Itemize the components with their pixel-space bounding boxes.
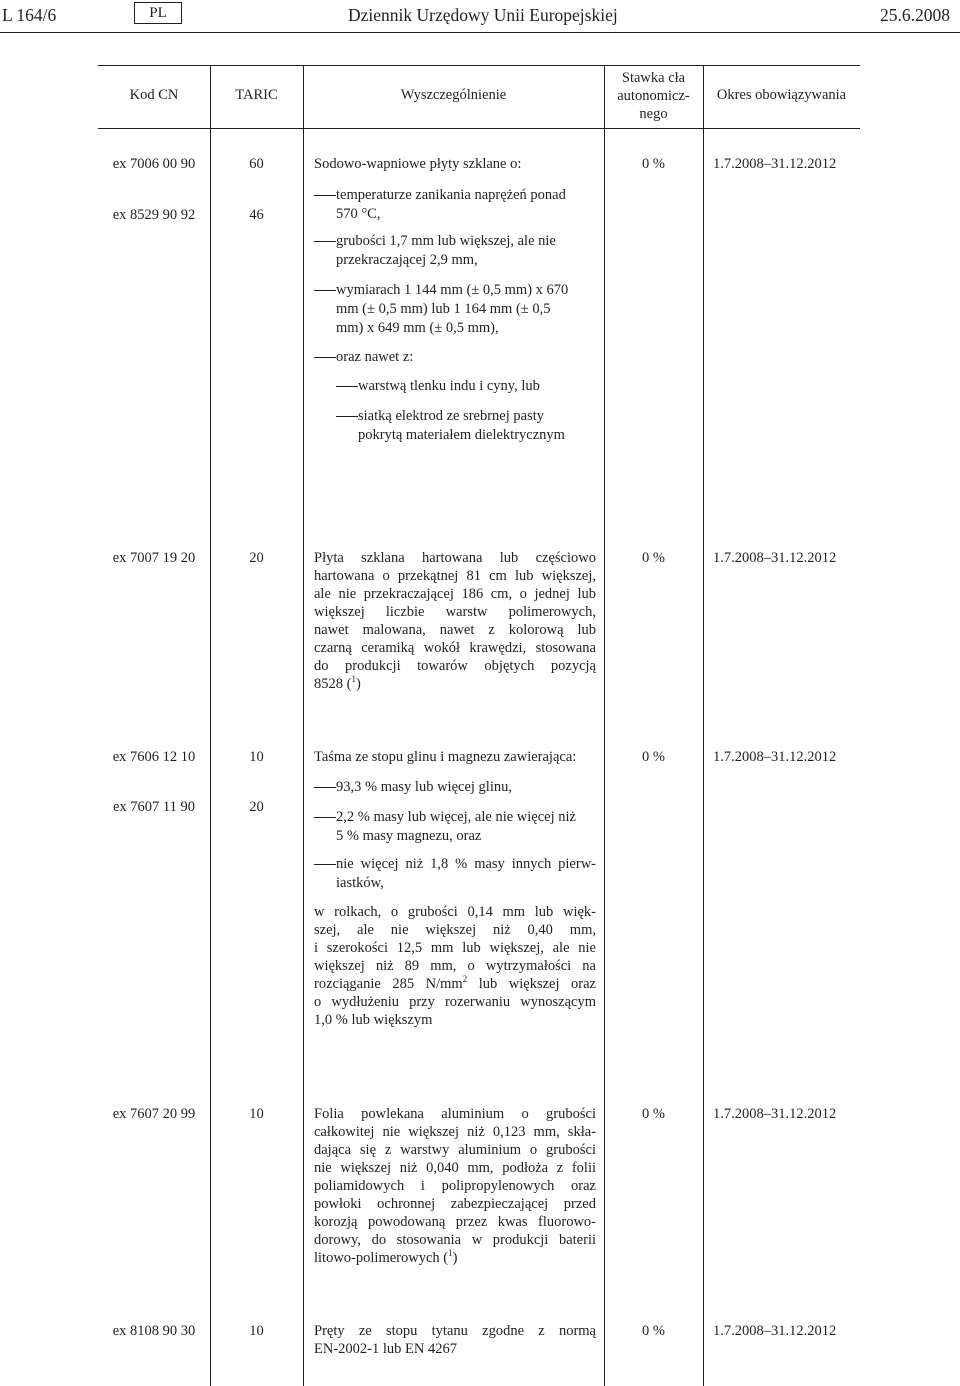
footnote-ref: 1: [448, 1248, 453, 1259]
description-line: korozją powodowaną przez kwas fluorowo-: [314, 1214, 596, 1230]
description-line: dająca się z warstwy aluminium o grubości: [314, 1142, 596, 1158]
list-item-line: 570 °C,: [336, 206, 381, 222]
description-line: nawet malowana, nawet z kolorową lub: [314, 622, 596, 638]
description-text: rozciąganie 285 N/mm: [314, 976, 463, 992]
language-badge: PL: [134, 2, 182, 24]
description-text: 8528 (: [314, 676, 352, 692]
dash-marker: [314, 290, 336, 291]
description-title: Sodowo-wapniowe płyty szklane o:: [314, 156, 522, 172]
list-item: [314, 186, 596, 226]
sub-list-item: [336, 377, 596, 397]
description-line: powłoki ochronnej zabezpieczającej przed: [314, 1196, 596, 1212]
list-item-line: mm (± 0,5 mm) lub 1 164 mm (± 0,5: [336, 301, 551, 317]
dash-marker: [314, 817, 336, 818]
superscript: 2: [462, 974, 468, 985]
validity-period: 1.7.2008–31.12.2012: [713, 1323, 837, 1339]
list-item-line: wymiarach 1 144 mm (± 0,5 mm) x 670: [336, 282, 569, 298]
validity-period: 1.7.2008–31.12.2012: [713, 550, 837, 566]
table-top-rule: [98, 65, 860, 66]
list-item-line: 5 % masy magnezu, oraz: [336, 828, 482, 844]
dash-marker: [336, 386, 358, 387]
list-item-line: grubości 1,7 mm lub większej, ale nie: [336, 233, 556, 249]
description-line: całkowitej nie większej niż 0,123 mm, skła-: [314, 1124, 596, 1140]
duty-rate: 0 %: [642, 156, 665, 172]
description-line: większej liczbie warstw polimerowych,: [314, 604, 596, 620]
cn-code: ex 7606 12 10: [112, 749, 196, 765]
taric-code: 20: [249, 799, 264, 815]
validity-period: 1.7.2008–31.12.2012: [713, 156, 837, 172]
header-rule: [0, 32, 960, 33]
list-item-line: siatką elektrod ze srebrnej pasty: [358, 408, 545, 424]
description-line: hartowana o przekątnej 81 cm lub większej,: [314, 568, 596, 584]
column-divider: [703, 65, 704, 1386]
dash-marker: [314, 195, 336, 196]
description-text: ): [452, 1250, 458, 1266]
description-line: w rolkach, o grubości 0,14 mm lub więk-: [314, 904, 596, 920]
description-text: litowo-polimerowych (: [314, 1250, 449, 1266]
column-header-rate-line: nego: [639, 106, 668, 122]
taric-code: 60: [249, 156, 264, 172]
description-line: [314, 975, 596, 993]
dash-marker: [314, 357, 336, 358]
list-item: [314, 778, 596, 798]
description-title: Taśma ze stopu glinu i magnezu zawierająca:: [314, 749, 577, 765]
description-text: ): [355, 676, 361, 692]
column-header-rate-line: autonomicz-: [617, 88, 690, 104]
cn-code: ex 7607 11 90: [112, 799, 196, 815]
description-line: Folia powlekana aluminium o grubości: [314, 1106, 596, 1122]
duty-rate: 0 %: [642, 550, 665, 566]
list-item-line: mm) x 649 mm (± 0,5 mm),: [336, 320, 499, 336]
column-divider: [303, 65, 304, 1386]
validity-period: 1.7.2008–31.12.2012: [713, 749, 837, 765]
description: [314, 903, 596, 1029]
description: [314, 549, 596, 693]
list-item-line: oraz nawet z:: [336, 349, 414, 365]
description-line: większej niż 89 mm, o wytrzymałości na: [314, 958, 596, 974]
column-header-rate: [604, 69, 703, 123]
duty-rate: 0 %: [642, 1323, 665, 1339]
list-item-line: 93,3 % masy lub więcej glinu,: [336, 779, 512, 795]
cn-code: ex 8108 90 30: [112, 1323, 196, 1339]
list-item: [314, 855, 596, 895]
list-item: [314, 808, 596, 848]
description: [314, 1105, 596, 1267]
description-line: dorowy, do stosowania w produkcji baterii: [314, 1232, 596, 1248]
description-line: Płyta szklana hartowana lub częściowo: [314, 550, 596, 566]
journal-title: Dziennik Urzędowy Unii Europejskiej: [348, 5, 618, 25]
description-line: i szerokości 12,5 mm lub większej, ale nie: [314, 940, 596, 956]
column-header-rate-line: Stawka cła: [621, 70, 686, 86]
tariff-table: [98, 65, 860, 1386]
description-line: do produkcji towarów objętych pozycją: [314, 658, 596, 674]
description-text: lub większej oraz: [467, 976, 596, 992]
list-item-line: 2,2 % masy lub więcej, ale nie więcej niż: [336, 809, 576, 825]
dash-marker: [314, 864, 336, 865]
list-item-line: nie więcej niż 1,8 % masy innych pierw-: [336, 856, 596, 872]
column-header-cn: Kod CN: [129, 87, 179, 103]
description-line: o wydłużeniu przy rozerwaniu wynoszącym: [314, 994, 596, 1010]
cn-code: ex 7006 00 90: [112, 156, 196, 172]
list-item-line: iastków,: [336, 875, 384, 891]
description-line: szej, ale nie większej niż 0,40 mm,: [314, 922, 596, 938]
page-header: [0, 2, 960, 28]
column-header-taric: TARIC: [235, 87, 278, 103]
column-divider: [210, 65, 211, 1386]
taric-code: 46: [249, 207, 264, 223]
sub-list-item: [336, 407, 596, 447]
taric-code: 10: [249, 1106, 264, 1122]
page-reference: L 164/6: [2, 5, 57, 25]
description-line: czarną ceramiką wokół krawędzi, stosowana: [314, 640, 596, 656]
dash-marker: [336, 416, 358, 417]
list-item-line: warstwą tlenku indu i cyny, lub: [358, 378, 540, 394]
description-line: poliamidowych i polipropylenowych oraz: [314, 1178, 596, 1194]
description-line: [314, 1249, 596, 1267]
description-line: 1,0 % lub większym: [314, 1012, 433, 1028]
description-line: [314, 675, 596, 693]
cn-code: ex 8529 90 92: [112, 207, 196, 223]
list-item-line: temperaturze zanikania naprężeń ponad: [336, 187, 566, 203]
column-divider: [604, 65, 605, 1386]
description-line: ale nie przekraczającej 186 cm, o jednej lub: [314, 586, 596, 602]
list-item: [314, 281, 596, 339]
description: [314, 1322, 596, 1358]
column-header-period: Okres obowiązywania: [716, 87, 847, 103]
duty-rate: 0 %: [642, 1106, 665, 1122]
table-header-rule: [98, 128, 860, 129]
taric-code: 10: [249, 749, 264, 765]
description-line: nie większej niż 0,040 mm, podłoża z folii: [314, 1160, 596, 1176]
list-item: [314, 348, 596, 368]
dash-marker: [314, 241, 336, 242]
dash-marker: [314, 787, 336, 788]
footnote-ref: 1: [351, 674, 356, 685]
description-line: Pręty ze stopu tytanu zgodne z normą: [314, 1323, 596, 1339]
description-line: EN-2002-1 lub EN 4267: [314, 1341, 457, 1357]
taric-code: 10: [249, 1323, 264, 1339]
duty-rate: 0 %: [642, 749, 665, 765]
list-item-line: przekraczającej 2,9 mm,: [336, 252, 478, 268]
publication-date: 25.6.2008: [880, 5, 950, 25]
validity-period: 1.7.2008–31.12.2012: [713, 1106, 837, 1122]
list-item: [314, 232, 596, 272]
cn-code: ex 7607 20 99: [112, 1106, 196, 1122]
taric-code: 20: [249, 550, 264, 566]
column-header-description: Wyszczególnienie: [400, 87, 507, 103]
list-item-line: pokrytą materiałem dielektrycznym: [358, 427, 565, 443]
cn-code: ex 7007 19 20: [112, 550, 196, 566]
